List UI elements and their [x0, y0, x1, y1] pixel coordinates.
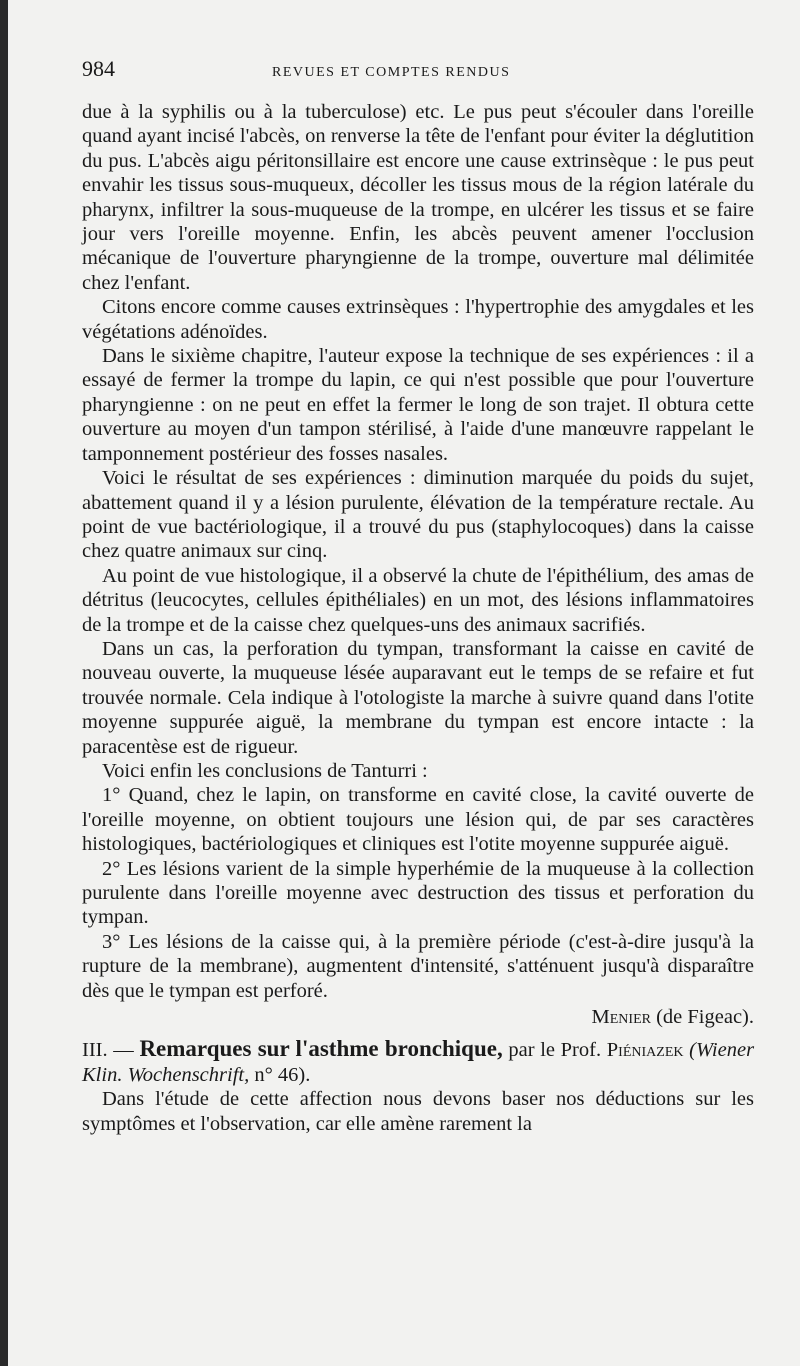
section-title: Remarques sur l'asthme bronchique,	[139, 1036, 503, 1062]
signature-name: Menier	[591, 1006, 651, 1029]
running-head: REVUES ET COMPTES RENDUS	[272, 65, 511, 80]
conclusion-item: 1° Quand, chez le lapin, on transforme en cavité close, la cavité ouverte de l'oreille moyenne, on obtient toujours une lésion qui, de par ses caractères histologiques, bactériologiques et cliniques est l'otite moyenne suppurée aiguë.	[82, 784, 754, 856]
scan-edge	[0, 0, 8, 1366]
paragraph: Au point de vue histologique, il a observé la chute de l'épithélium, des amas de détritus (leucocytes, cellules épithéliales) en un mot, des lésions inflammatoires de la trompe et de la caisse chez quelques-uns des animaux sacrifiés.	[82, 564, 754, 636]
body-text	[82, 100, 754, 1136]
paragraph: Dans un cas, la perforation du tympan, transformant la caisse en cavité de nouveau ouverte, la muqueuse lésée auparavant eut le temps de se refaire et fut trouvée normale. Cela indique à l'otologiste la marche à suivre quand dans l'otite moyenne suppurée aiguë, la membrane du tympan est encore intacte : la paracentèse est de rigueur.	[82, 637, 754, 758]
paragraph: Citons encore comme causes extrinsèques : l'hypertrophie des amygdales et les végétations adénoïdes.	[82, 296, 754, 343]
paragraph: Voici enfin les conclusions de Tanturri :	[102, 759, 428, 782]
signature-place: (de Figeac).	[656, 1006, 754, 1029]
page-number: 984	[82, 56, 115, 81]
paragraph: Voici le résultat de ses expériences : diminution marquée du poids du sujet, abattement quand il y a lésion purulente, élévation de la température rectale. Au point de vue bactériologique, il a trouvé du pus (staphylocoques) dans la caisse chez quatre animaux sur cinq.	[82, 467, 754, 563]
page-header	[82, 56, 754, 92]
paragraph: due à la syphilis ou à la tuberculose) etc. Le pus peut s'écouler dans l'oreille quand ayant incisé l'abcès, on renverse la tête de l'enfant pour éviter la déglutition du pus. L'abcès aigu péritonsillaire est encore une cause extrinsèque : le pus peut envahir les tissus sous-muqueux, décoller les tissus mous de la région latérale du pharynx, infiltrer la sous-muqueuse de la trompe, en ulcérer les tissus et se faire jour vers l'oreille moyenne. Enfin, les abcès peuvent amener l'occlusion mécanique de l'ouverture pharyngienne de la trompe, ouverture mal délimitée chez l'enfant.	[82, 101, 754, 294]
conclusion-item: 3° Les lésions de la caisse qui, à la première période (c'est-à-dire jusqu'à la rupture de la membrane), augmentent d'intensité, s'atténuent jusqu'à disparaître dès que le tympan est perforé.	[82, 930, 754, 1002]
section-author: Piéniazek	[606, 1039, 684, 1062]
conclusion-item: 2° Les lésions varient de la simple hyperhémie de la muqueuse à la collection purulente dans l'oreille moyenne avec destruction des tissus et perforation du tympan.	[82, 857, 754, 929]
paragraph: Dans le sixième chapitre, l'auteur expose la technique de ses expériences : il a essayé de fermer la trompe du lapin, ce qui n'est possible que pour l'ouverture pharyngienne : on ne peut en effet la fermer le long de son trajet. Il obtura cette ouverture au moyen d'un tampon stérilisé, à l'aide d'une manœuvre rappelant le tamponnement postérieur des fosses nasales.	[82, 345, 754, 465]
section-journal: (Wiener Klin. Wochenschrift,	[82, 1039, 755, 1086]
signature	[82, 1005, 754, 1029]
section-issue: n° 46).	[254, 1063, 311, 1086]
section-by: par le Prof.	[508, 1039, 602, 1062]
section-number: III. —	[82, 1039, 134, 1062]
paragraph: Dans l'étude de cette affection nous devons baser nos déductions sur les symptômes et l'observation, car elle amène rarement la	[82, 1088, 754, 1135]
section-heading	[82, 1037, 754, 1087]
